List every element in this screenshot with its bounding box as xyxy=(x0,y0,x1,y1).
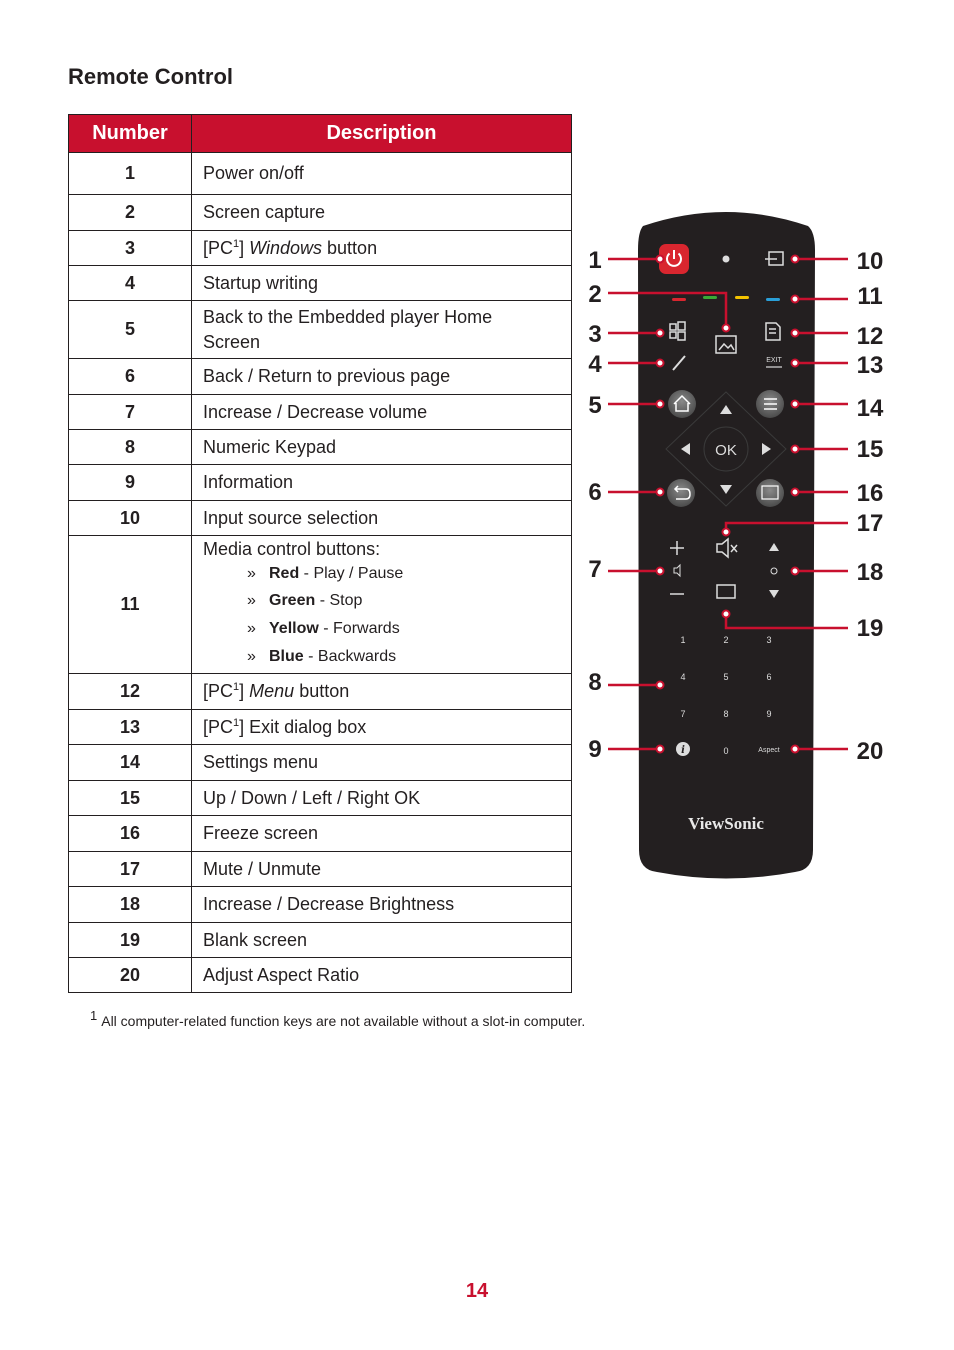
row-description: Adjust Aspect Ratio xyxy=(192,958,572,993)
key-5[interactable]: 5 xyxy=(723,672,729,682)
callout-15: 15 xyxy=(856,436,884,463)
row-description: $[PC^1]$ Windows button xyxy=(192,231,572,266)
key-4[interactable]: 4 xyxy=(680,672,686,682)
row-description: Increase / Decrease volume xyxy=(192,395,572,430)
callout-12: 12 xyxy=(856,323,884,350)
row-number: 1 xyxy=(69,153,192,195)
callout-7: 7 xyxy=(588,556,602,583)
callout-8: 8 xyxy=(588,669,602,696)
callout-9: 9 xyxy=(588,736,602,763)
blue-media-button[interactable] xyxy=(766,298,780,301)
info-icon: i xyxy=(681,745,685,756)
row-description: Screen capture xyxy=(192,195,572,231)
row-description: Numeric Keypad xyxy=(192,430,572,465)
row-number: 2 xyxy=(69,195,192,231)
callout-13: 13 xyxy=(856,352,884,379)
row-description: Freeze screen xyxy=(192,816,572,852)
callout-2: 2 xyxy=(588,281,602,308)
row-number: 6 xyxy=(69,359,192,395)
key-2[interactable]: 2 xyxy=(723,635,729,645)
sensor-icon xyxy=(723,256,730,263)
row-number: 17 xyxy=(69,852,192,887)
ok-label: OK xyxy=(715,442,737,459)
media-control-item: » Blue - Backwards xyxy=(247,647,397,665)
callout-5: 5 xyxy=(588,392,602,419)
brand-logo: ViewSonic xyxy=(688,814,764,833)
row-description: Input source selection xyxy=(192,501,572,536)
row-number: 12 xyxy=(69,674,192,710)
callout-1: 1 xyxy=(588,247,602,274)
row-number: 14 xyxy=(69,745,192,781)
exit-label: EXIT xyxy=(766,357,782,364)
key-0[interactable]: 0 xyxy=(723,746,729,756)
yellow-media-button[interactable] xyxy=(735,296,749,299)
row-description: Back / Return to previous page xyxy=(192,359,572,395)
callout-4: 4 xyxy=(588,351,602,378)
row-description: Up / Down / Left / Right OK xyxy=(192,781,572,816)
row-number: 13 xyxy=(69,710,192,745)
callout-10: 10 xyxy=(856,248,884,275)
description-column-header: Description xyxy=(192,115,572,153)
callout-20: 20 xyxy=(856,738,884,765)
callout-18: 18 xyxy=(856,559,884,586)
row-description: Mute / Unmute xyxy=(192,852,572,887)
key-3[interactable]: 3 xyxy=(766,635,772,645)
row-description: Back to the Embedded player Home Screen xyxy=(192,301,572,359)
row-description: $[PC^1]$ Exit dialog box xyxy=(192,710,572,745)
key-7[interactable]: 7 xyxy=(680,709,686,719)
row-description: Increase / Decrease Brightness xyxy=(192,887,572,923)
key-8[interactable]: 8 xyxy=(723,709,729,719)
page-title: Remote Control xyxy=(68,64,233,89)
callout-19: 19 xyxy=(856,615,884,642)
row-number: 16 xyxy=(69,816,192,852)
row-number: 18 xyxy=(69,887,192,923)
row-number: 8 xyxy=(69,430,192,465)
row-number: 5 xyxy=(69,301,192,359)
row-description: Power on/off xyxy=(192,153,572,195)
freeze-button[interactable] xyxy=(756,479,784,507)
media-control-item: » Green - Stop xyxy=(247,592,363,610)
callout-3: 3 xyxy=(588,321,602,348)
row-description: Startup writing xyxy=(192,266,572,301)
callout-17: 17 xyxy=(856,510,884,537)
callout-16: 16 xyxy=(856,480,884,507)
row-number: 15 xyxy=(69,781,192,816)
row-description: Settings menu xyxy=(192,745,572,781)
red-media-button[interactable] xyxy=(672,298,686,301)
home-button[interactable] xyxy=(668,390,696,418)
callout-14: 14 xyxy=(856,395,884,422)
row-description: Blank screen xyxy=(192,923,572,958)
page-number: 14 xyxy=(465,1280,489,1302)
footnote: $^1$ All computer-related function keys are not available without a slot-in computer. xyxy=(90,1008,586,1029)
key-6[interactable]: 6 xyxy=(766,672,772,682)
key-9[interactable]: 9 xyxy=(766,709,772,719)
callout-11: 11 xyxy=(857,283,883,310)
green-media-button[interactable] xyxy=(703,296,717,299)
row-number: 7 xyxy=(69,395,192,430)
row-number: 9 xyxy=(69,465,192,501)
row-number: 10 xyxy=(69,501,192,536)
media-control-item: » Red - Play / Pause xyxy=(247,564,404,582)
row-description: Information xyxy=(192,465,572,501)
callout-6: 6 xyxy=(588,479,602,506)
row-number: 19 xyxy=(69,923,192,958)
aspect-button[interactable]: Aspect xyxy=(758,747,780,754)
media-controls-heading: Media control buttons: xyxy=(203,538,381,559)
number-column-header: Number xyxy=(69,115,192,153)
row-description: $[PC^1]$ Menu button xyxy=(192,674,572,710)
back-button[interactable] xyxy=(667,479,695,507)
row-number: 4 xyxy=(69,266,192,301)
media-control-item: » Yellow - Forwards xyxy=(247,620,400,637)
row-number: 3 xyxy=(69,231,192,266)
key-1[interactable]: 1 xyxy=(680,635,686,645)
row-number: 11 xyxy=(69,536,192,674)
row-number: 20 xyxy=(69,958,192,993)
